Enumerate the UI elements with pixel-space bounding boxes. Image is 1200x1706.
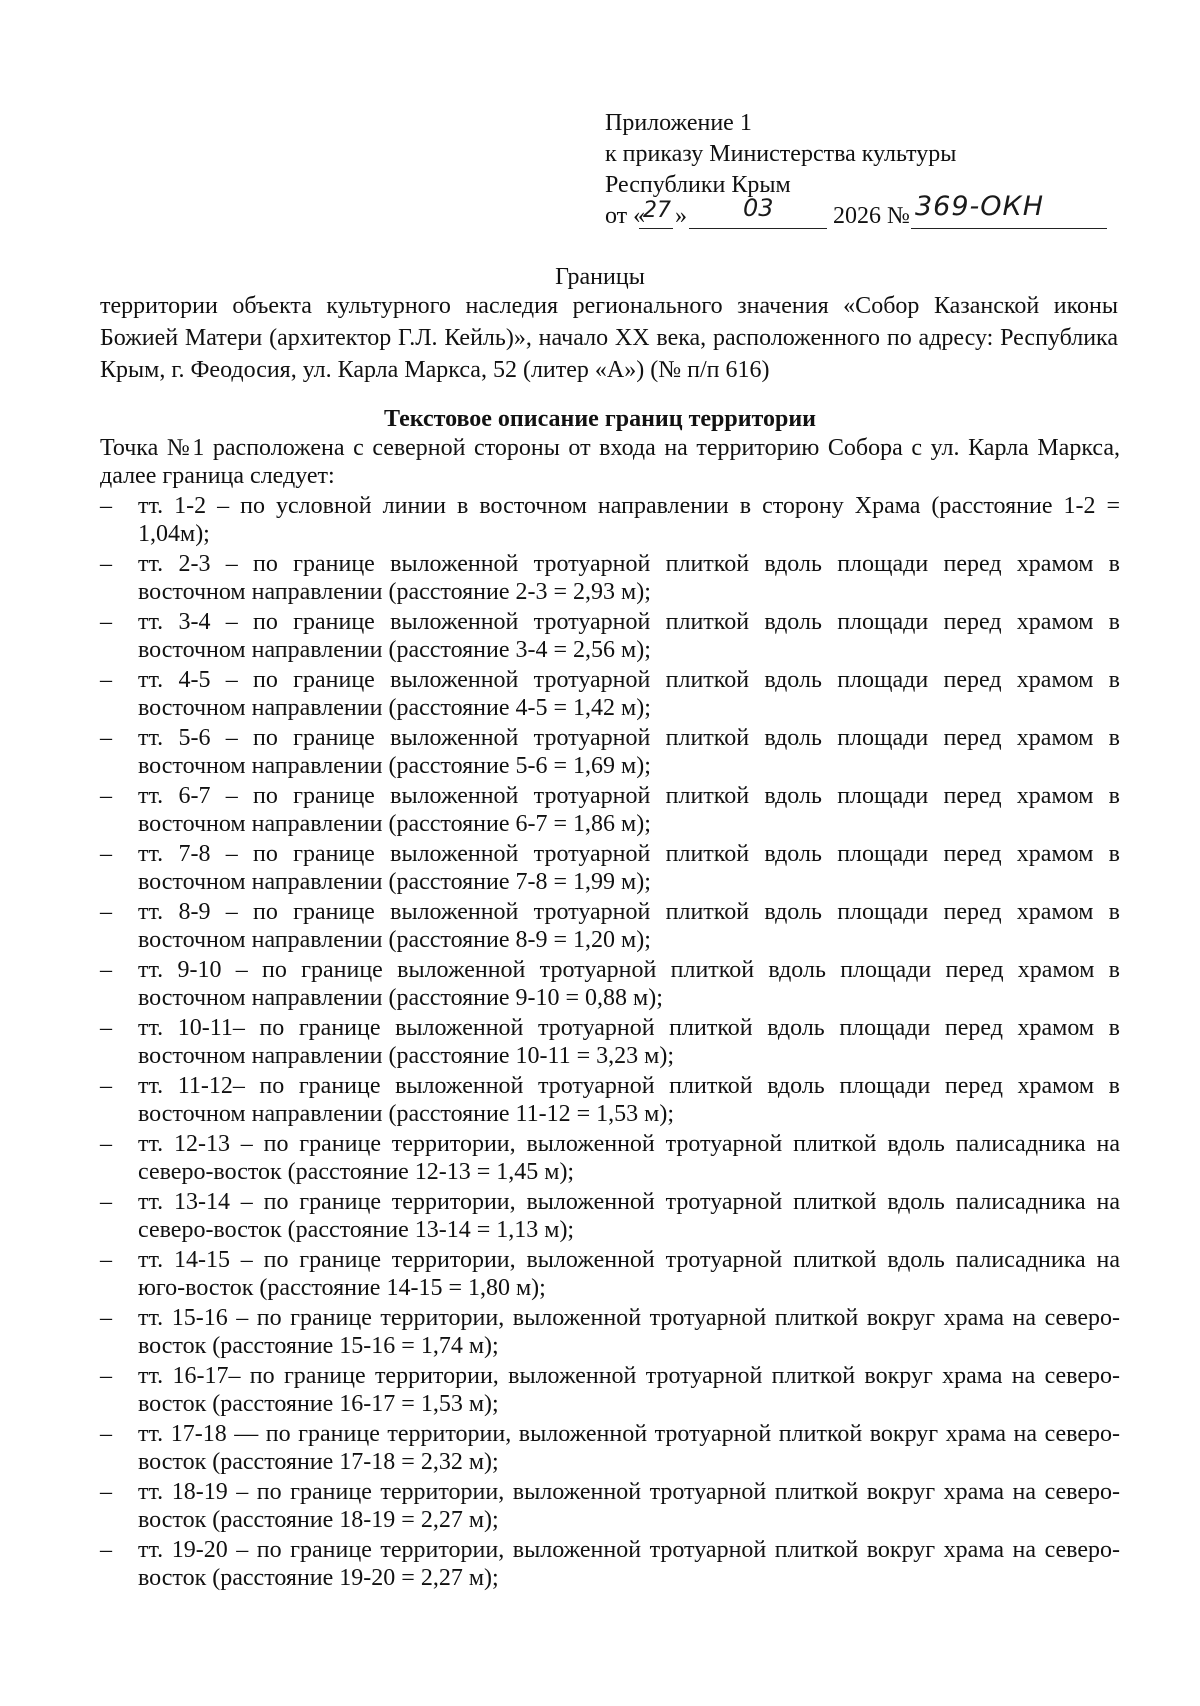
month-underline xyxy=(689,228,827,229)
list-item xyxy=(100,492,1120,550)
list-item xyxy=(100,1130,1120,1188)
list-item-text: тт. 10-11– по границе выложенной тротуарной плиткой вдоль площади перед храмом в восточном направлении (расстояние 10-11 = 3,23 м); xyxy=(138,1015,1120,1069)
list-item-text: тт. 19-20 – по границе территории, выложенной тротуарной плиткой вокруг храма на северо-восток (расстояние 19-20 = 2,27 м); xyxy=(138,1537,1120,1591)
list-bullet-dash: – xyxy=(100,1421,112,1447)
document-title: Границы xyxy=(555,264,645,290)
list-item xyxy=(100,782,1120,840)
number-underline xyxy=(911,228,1107,229)
document-subtitle: территории объекта культурного наследия регионального значения «Собор Казанской иконы Божией Матери (архитектор Г.Л. Кейль)», начало XX века, расположенного по адресу: Республика Крым, г. Феодосия, ул. Карла Маркса, 52 (литер «А») (№ п/п 616) xyxy=(100,293,1118,383)
list-bullet-dash: – xyxy=(100,841,112,867)
boundary-list xyxy=(100,492,1120,1594)
list-item xyxy=(100,840,1120,898)
list-bullet-dash: – xyxy=(100,1131,112,1157)
list-item xyxy=(100,1188,1120,1246)
list-bullet-dash: – xyxy=(100,1189,112,1215)
list-item xyxy=(100,1014,1120,1072)
list-item-text: тт. 14-15 – по границе территории, выложенной тротуарной плиткой вдоль палисадника на юго-восток (расстояние 14-15 = 1,80 м); xyxy=(138,1247,1120,1301)
list-bullet-dash: – xyxy=(100,783,112,809)
appendix-header xyxy=(605,108,1125,232)
date-prefix: от « xyxy=(605,203,646,229)
list-item-text: тт. 13-14 – по границе территории, выложенной тротуарной плиткой вдоль палисадника на северо-восток (расстояние 13-14 = 1,13 м); xyxy=(138,1189,1120,1243)
list-bullet-dash: – xyxy=(100,899,112,925)
list-bullet-dash: – xyxy=(100,609,112,635)
list-bullet-dash: – xyxy=(100,1073,112,1099)
list-item-text: тт. 2-3 – по границе выложенной тротуарной плиткой вдоль площади перед храмом в восточном направлении (расстояние 2-3 = 2,93 м); xyxy=(138,551,1120,605)
list-bullet-dash: – xyxy=(100,725,112,751)
list-item xyxy=(100,956,1120,1014)
list-item xyxy=(100,1420,1120,1478)
list-item-text: тт. 18-19 – по границе территории, выложенной тротуарной плиткой вокруг храма на северо-восток (расстояние 18-19 = 2,27 м); xyxy=(138,1479,1120,1533)
list-item xyxy=(100,550,1120,608)
list-item xyxy=(100,1362,1120,1420)
handwritten-order-number: 369-ОКН xyxy=(915,191,1045,222)
order-date-line xyxy=(605,191,1125,232)
list-bullet-dash: – xyxy=(100,1363,112,1389)
list-item xyxy=(100,1072,1120,1130)
list-item-text: тт. 4-5 – по границе выложенной тротуарной плиткой вдоль площади перед храмом в восточном направлении (расстояние 4-5 = 1,42 м); xyxy=(138,667,1120,721)
list-item-text: тт. 11-12– по границе выложенной тротуарной плиткой вдоль площади перед храмом в восточном направлении (расстояние 11-12 = 1,53 м); xyxy=(138,1073,1120,1127)
handwritten-day: 27 xyxy=(643,198,671,223)
date-year: 2026 № xyxy=(833,203,910,229)
day-underline xyxy=(639,228,673,229)
list-bullet-dash: – xyxy=(100,1015,112,1041)
handwritten-month: 03 xyxy=(743,194,774,222)
section-heading: Текстовое описание границ территории xyxy=(383,406,817,432)
intro-paragraph: Точка №1 расположена с северной стороны от входа на территорию Собора с ул. Карла Маркса, далее граница следует: xyxy=(100,435,1120,489)
list-item-text: тт. 15-16 – по границе территории, выложенной тротуарной плиткой вокруг храма на северо-восток (расстояние 15-16 = 1,74 м); xyxy=(138,1305,1120,1359)
list-item-text: тт. 5-6 – по границе выложенной тротуарной плиткой вдоль площади перед храмом в восточном направлении (расстояние 5-6 = 1,69 м); xyxy=(138,725,1120,779)
list-bullet-dash: – xyxy=(100,551,112,577)
list-item-text: тт. 3-4 – по границе выложенной тротуарной плиткой вдоль площади перед храмом в восточном направлении (расстояние 3-4 = 2,56 м); xyxy=(138,609,1120,663)
list-item-text: тт. 12-13 – по границе территории, выложенной тротуарной плиткой вдоль палисадника на северо-восток (расстояние 12-13 = 1,45 м); xyxy=(138,1131,1120,1185)
list-bullet-dash: – xyxy=(100,1479,112,1505)
list-item xyxy=(100,666,1120,724)
list-item xyxy=(100,724,1120,782)
list-item xyxy=(100,898,1120,956)
list-item xyxy=(100,1246,1120,1304)
list-bullet-dash: – xyxy=(100,957,112,983)
list-bullet-dash: – xyxy=(100,1247,112,1273)
list-item xyxy=(100,1478,1120,1536)
list-item-text: тт. 9-10 – по границе выложенной тротуарной плиткой вдоль площади перед храмом в восточном направлении (расстояние 9-10 = 0,88 м); xyxy=(138,957,1120,1011)
list-item xyxy=(100,1304,1120,1362)
date-close: » xyxy=(675,203,687,229)
list-item xyxy=(100,608,1120,666)
order-reference: к приказу Министерства культуры xyxy=(605,141,957,167)
list-bullet-dash: – xyxy=(100,667,112,693)
list-item-text: тт. 7-8 – по границе выложенной тротуарной плиткой вдоль площади перед храмом в восточном направлении (расстояние 7-8 = 1,99 м); xyxy=(138,841,1120,895)
list-item-text: тт. 6-7 – по границе выложенной тротуарной плиткой вдоль площади перед храмом в восточном направлении (расстояние 6-7 = 1,86 м); xyxy=(138,783,1120,837)
list-item xyxy=(100,1536,1120,1594)
republic-name: Республики Крым xyxy=(605,172,791,198)
appendix-label: Приложение 1 xyxy=(605,110,752,136)
list-item-text: тт. 16-17– по границе территории, выложенной тротуарной плиткой вокруг храма на северо-восток (расстояние 16-17 = 1,53 м); xyxy=(138,1363,1120,1417)
list-bullet-dash: – xyxy=(100,1305,112,1331)
list-item-text: тт. 8-9 – по границе выложенной тротуарной плиткой вдоль площади перед храмом в восточном направлении (расстояние 8-9 = 1,20 м); xyxy=(138,899,1120,953)
list-bullet-dash: – xyxy=(100,493,112,519)
list-bullet-dash: – xyxy=(100,1537,112,1563)
list-item-text: тт. 17-18 — по границе территории, выложенной тротуарной плиткой вокруг храма на северо-восток (расстояние 17-18 = 2,32 м); xyxy=(138,1421,1120,1475)
list-item-text: тт. 1-2 – по условной линии в восточном направлении в сторону Храма (расстояние 1-2 = 1,04м); xyxy=(138,493,1120,547)
